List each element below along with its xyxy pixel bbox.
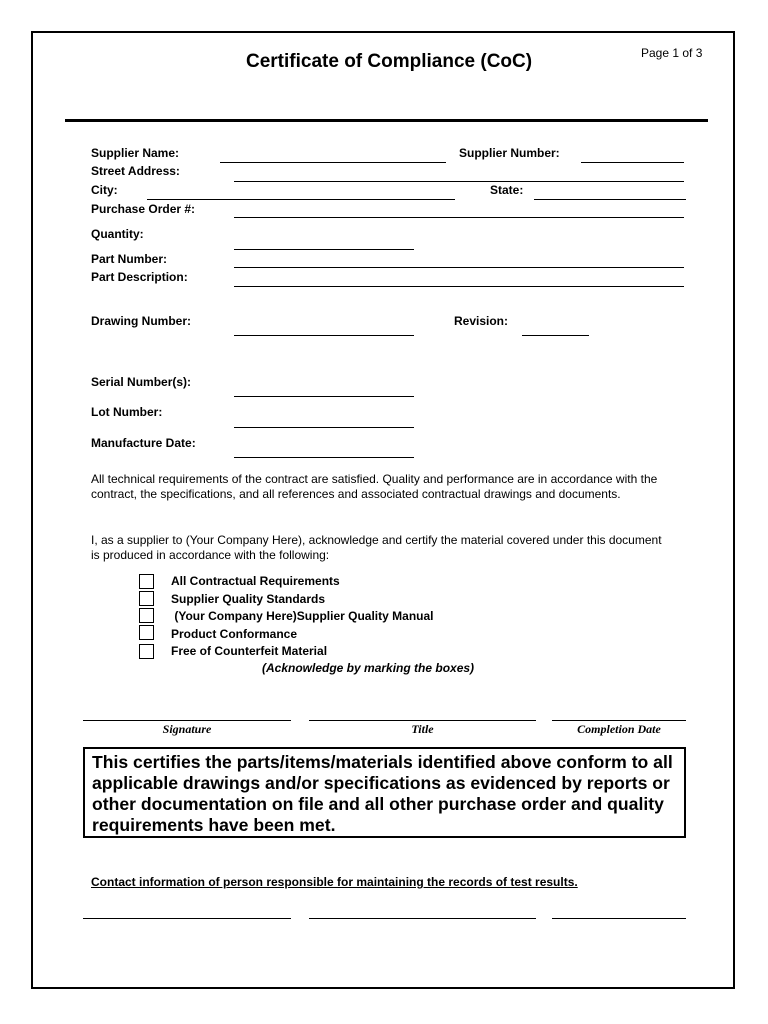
contact-info-heading: Contact information of person responsible for maintaining the records of test results. <box>91 875 578 889</box>
supplier-number-label: Supplier Number: <box>459 146 560 160</box>
checkbox-supplier-quality-manual[interactable] <box>139 608 154 623</box>
revision-field[interactable] <box>522 335 589 336</box>
part-number-label: Part Number: <box>91 252 168 266</box>
city-field[interactable] <box>147 199 455 200</box>
page-title: Certificate of Compliance (CoC) <box>246 51 533 72</box>
purchase-order-label: Purchase Order #: <box>91 202 196 216</box>
signature-caption: Signature <box>162 722 212 736</box>
checkbox-supplier-quality-standards[interactable] <box>139 591 154 606</box>
completion-date-field[interactable] <box>552 720 686 721</box>
certification-text: This certifies the parts/items/materials identified above conform to all applicable drawings and/or specifications as evidenced by reports or other documentation on file and all other purchase order and quality requirements have been met. <box>92 752 673 835</box>
certification-box <box>83 747 686 838</box>
street-address-label: Street Address: <box>91 164 180 178</box>
signature-field[interactable] <box>83 720 291 721</box>
quantity-label: Quantity: <box>91 227 144 241</box>
state-field[interactable] <box>534 199 686 200</box>
quantity-field[interactable] <box>234 249 414 250</box>
checkbox-label-contractual-requirements: All Contractual Requirements <box>171 574 340 588</box>
checklist-note: (Acknowledge by marking the boxes) <box>262 661 475 675</box>
completion-date-caption: Completion Date <box>577 722 661 736</box>
checkbox-label-counterfeit-material: Free of Counterfeit Material <box>171 644 328 658</box>
contact-extra-field[interactable] <box>552 918 686 919</box>
revision-label: Revision: <box>454 314 509 328</box>
title-divider <box>65 119 708 122</box>
city-label: City: <box>91 183 118 197</box>
checkbox-label-supplier-quality-standards: Supplier Quality Standards <box>171 592 326 606</box>
manufacture-date-field[interactable] <box>234 457 414 458</box>
compliance-statement: All technical requirements of the contract are satisfied. Quality and performance are in accordance with the contract, the specifications, and all references and associated contractual drawings and documents. <box>91 472 658 501</box>
street-address-field[interactable] <box>234 181 684 182</box>
lot-number-field[interactable] <box>234 427 414 428</box>
part-description-field[interactable] <box>234 286 684 287</box>
serial-numbers-field[interactable] <box>234 396 414 397</box>
checkbox-counterfeit-material[interactable] <box>139 644 154 659</box>
serial-numbers-label: Serial Number(s): <box>91 375 192 389</box>
state-label: State: <box>490 183 524 197</box>
title-caption: Title <box>411 722 434 736</box>
contact-detail-field[interactable] <box>309 918 536 919</box>
part-number-field[interactable] <box>234 267 684 268</box>
supplier-name-field[interactable] <box>220 162 446 163</box>
title-field[interactable] <box>309 720 536 721</box>
contact-name-field[interactable] <box>83 918 291 919</box>
lot-number-label: Lot Number: <box>91 405 163 419</box>
drawing-number-label: Drawing Number: <box>91 314 192 328</box>
checkbox-label-supplier-quality-manual: (Your Company Here)Supplier Quality Manual <box>171 609 434 623</box>
checkbox-contractual-requirements[interactable] <box>139 574 154 589</box>
drawing-number-field[interactable] <box>234 335 414 336</box>
checkbox-product-conformance[interactable] <box>139 625 154 640</box>
manufacture-date-label: Manufacture Date: <box>91 436 196 450</box>
page-number: Page 1 of 3 <box>641 46 703 60</box>
supplier-number-field[interactable] <box>581 162 684 163</box>
purchase-order-field[interactable] <box>234 217 684 218</box>
acknowledgement-statement: I, as a supplier to (Your Company Here), acknowledge and certify the material covered under this document is produced in accordance with the following: <box>91 533 662 562</box>
part-description-label: Part Description: <box>91 270 188 284</box>
checkbox-label-product-conformance: Product Conformance <box>171 627 298 641</box>
supplier-name-label: Supplier Name: <box>91 146 180 160</box>
